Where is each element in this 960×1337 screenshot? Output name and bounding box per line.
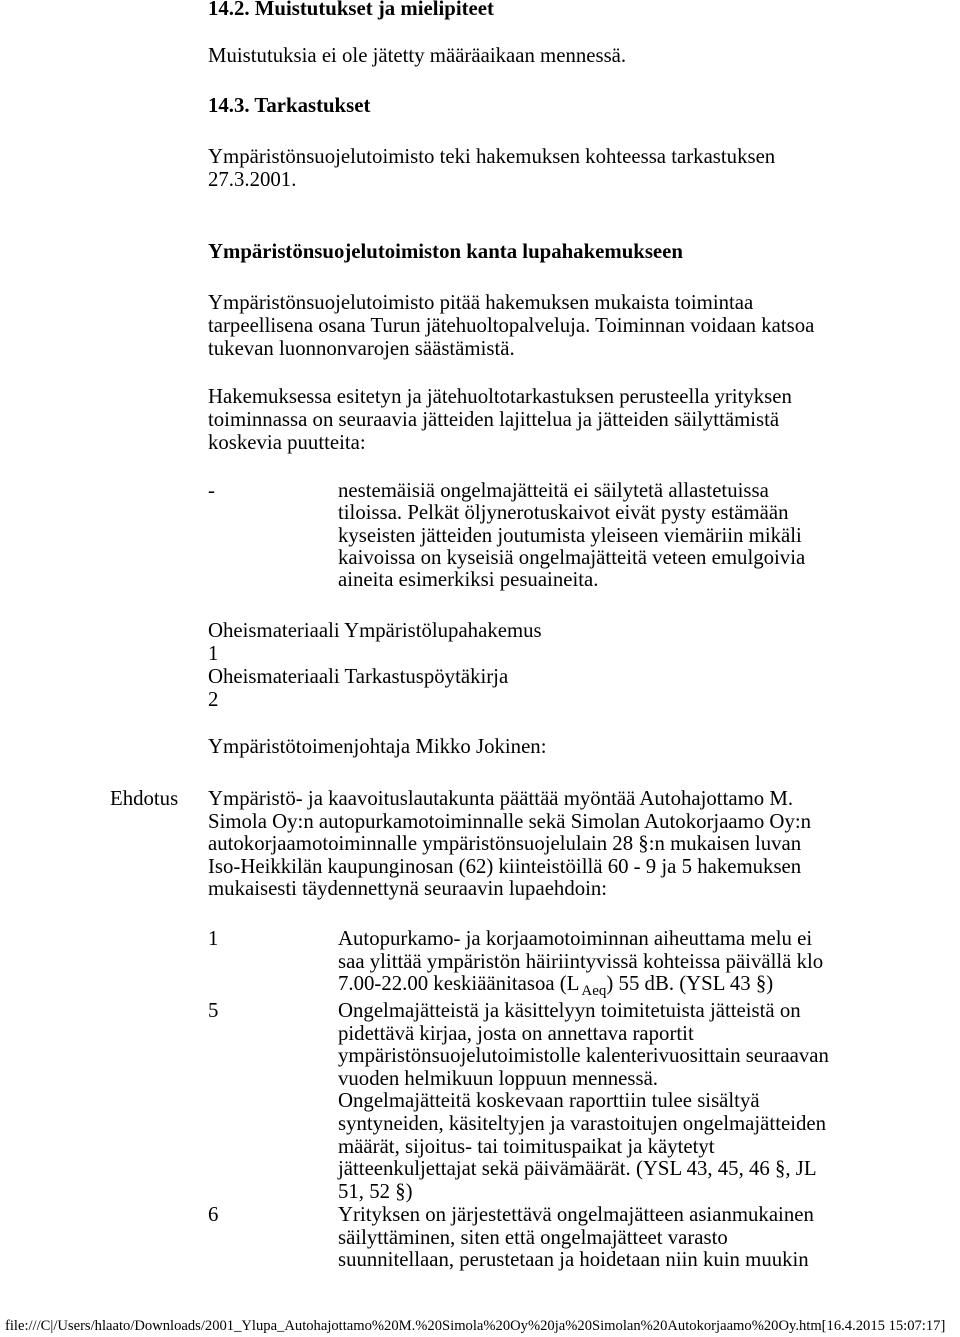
text-line: Yrityksen on järjestettävä ongelmajätteen asianmukainen [338, 1203, 814, 1226]
attachments-list [208, 619, 542, 711]
statement-heading: Ympäristönsuojelutoimiston kanta lupahakemukseen [208, 240, 683, 263]
text-line: nestemäisiä ongelmajätteitä ei säilytetä allastetuissa [338, 479, 769, 502]
condition-item [208, 1204, 814, 1272]
text-line: saa ylittää ympäristön häiriintyvissä kohteissa päivällä klo [338, 949, 824, 973]
file-path-footer: file:///C|/Users/hlaato/Downloads/2001_Ylupa_Autohajottamo%20M.%20Simola%20Oy%20ja%20Simolan%20Autokorjaamo%20Oy.htm[16.4.2015 15:07:17] [5, 1318, 946, 1334]
text-segment: ) 55 dB. (YSL 43 §) [606, 972, 774, 996]
text-line-with-subscript [338, 973, 823, 998]
text-line: syntyneiden, käsiteltyjen ja varastoitujen ongelmajätteiden [338, 1111, 827, 1135]
text-line: tukevan luonnonvarojen säästämistä. [208, 337, 515, 360]
text-line: suunnitellaan, perustetaan ja hoidetaan niin kuin muukin [338, 1248, 809, 1272]
text-line: toiminnassa on seuraavia jätteiden lajittelua ja jätteiden säilyttämistä [208, 408, 780, 431]
text-line: pidettävä kirjaa, josta on annettava raportit [338, 1021, 694, 1045]
proposal-text [208, 788, 811, 901]
paragraph-text: Muistutuksia ei ole jätetty määräaikaan mennessä. [208, 44, 627, 67]
section-heading-14-3: 14.3. Tarkastukset [208, 94, 371, 117]
condition-item [208, 928, 823, 998]
text-line: Ympäristönsuojelutoimisto teki hakemuksen kohteessa tarkastuksen [208, 145, 776, 168]
text-line: ympäristönsuojelutoimistolle kalenterivuosittain seuraavan [338, 1044, 829, 1068]
deficiency-list-item [208, 480, 805, 591]
proposal-label: Ehdotus [110, 787, 179, 810]
text-line: Simola Oy:n autopurkamotoiminnalle sekä Simolan Autokorjaamo Oy:n [208, 809, 812, 833]
text-line: vuoden helmikuun loppuun mennessä. [338, 1066, 658, 1090]
attachment-number: 2 [208, 688, 219, 711]
condition-number: 1 [208, 927, 219, 950]
text-line: säilyttäminen, siten että ongelmajätteet varasto [338, 1225, 728, 1249]
condition-text [338, 928, 823, 998]
text-line: autokorjaamotoiminnalle ympäristönsuojelulain 28 §:n mukaisen luvan [208, 832, 802, 856]
list-item-text [338, 480, 805, 591]
text-line: Ympäristönsuojelutoimisto pitää hakemuksen mukaista toimintaa [208, 291, 754, 314]
condition-number: 6 [208, 1203, 219, 1226]
text-line: koskevia puutteita: [208, 431, 366, 454]
text-line: Autopurkamo- ja korjaamotoiminnan aiheuttama melu ei [338, 927, 813, 950]
text-line: Ongelmajätteitä koskevaan raporttiin tulee sisältyä [338, 1089, 760, 1113]
text-line: mukaisesti täydennettynä seuraavin lupaehdoin: [208, 877, 608, 901]
paragraph [208, 146, 775, 191]
text-line: Ympäristö- ja kaavoituslautakunta päättää myöntää Autohajottamo M. [208, 787, 794, 810]
text-line: tarpeellisena osana Turun jätehuoltopalveluja. Toiminnan voidaan katsoa [208, 314, 815, 337]
attachment-title: Oheismateriaali Ympäristölupahakemus [208, 619, 542, 642]
text-line: 27.3.2001. [208, 167, 297, 191]
condition-text [338, 1204, 814, 1272]
condition-text [338, 1000, 829, 1203]
attachment-number: 1 [208, 642, 219, 665]
text-line: Hakemuksessa esitetyn ja jätehuoltotarkastuksen perusteella yrityksen [208, 385, 792, 408]
condition-item [208, 1000, 829, 1203]
paragraph [208, 291, 814, 360]
section-heading-14-2: 14.2. Muistutukset ja mielipiteet [208, 0, 494, 20]
list-marker: - [208, 479, 215, 502]
signatory-line: Ympäristötoimenjohtaja Mikko Jokinen: [208, 735, 547, 758]
text-line: Iso-Heikkilän kaupunginosan (62) kiinteistöillä 60 - 9 ja 5 hakemuksen [208, 854, 802, 878]
text-segment: 7.00-22.00 keskiäänitasoa (L [338, 972, 580, 996]
subscript-aeq: Aeq [581, 983, 607, 1000]
text-line: Ongelmajätteistä ja käsittelyyn toimitetuista jätteistä on [338, 999, 801, 1022]
text-line: aineita esimerkiksi pesuaineita. [338, 568, 599, 592]
condition-number: 5 [208, 999, 219, 1022]
text-line: 51, 52 §) [338, 1179, 413, 1203]
attachment-title: Oheismateriaali Tarkastuspöytäkirja [208, 665, 509, 688]
paragraph [208, 385, 792, 454]
text-line: tiloissa. Pelkät öljynerotuskaivot eivät pysty estämään [338, 501, 789, 525]
text-line: jätteenkuljettajat sekä päivämäärät. (YSL 43, 45, 46 §, JL [338, 1157, 817, 1181]
text-line: kaivoissa on kyseisiä ongelmajätteitä veteen emulgoivia [338, 545, 806, 569]
text-line: kyseisten jätteiden joutumista yleiseen viemäriin mikäli [338, 523, 802, 547]
text-line: määrät, sijoitus- tai toimituspaikat ja käytetyt [338, 1134, 715, 1158]
